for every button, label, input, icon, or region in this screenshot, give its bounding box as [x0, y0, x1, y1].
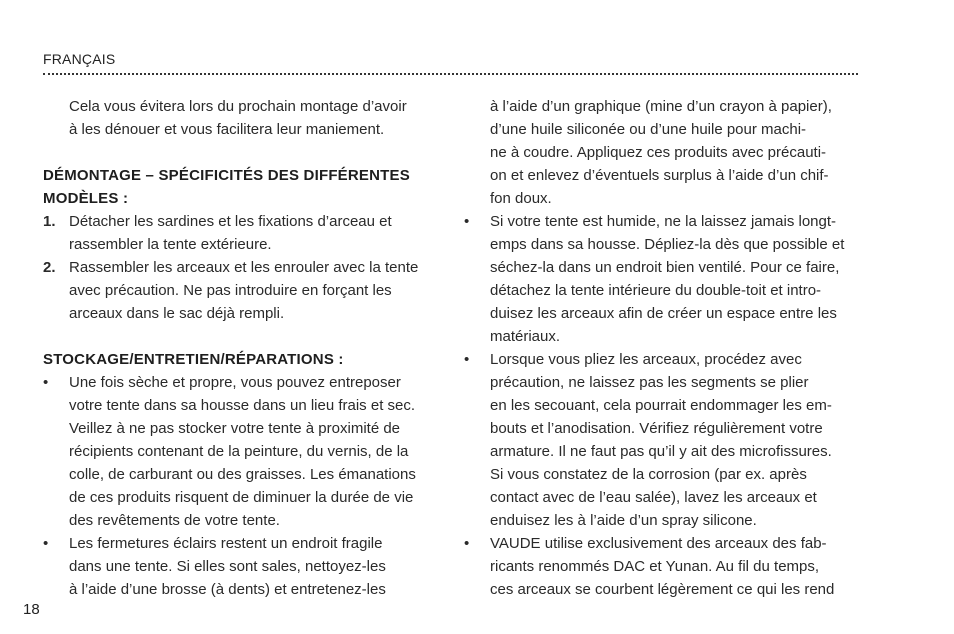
- step-item-2: [43, 256, 441, 325]
- text-line: à l’aide d’une brosse (à dents) et entretenez-les: [69, 581, 386, 598]
- bullet-marker: •: [464, 535, 470, 552]
- text-line: dans une tente. Si elles sont sales, nettoyez-les: [69, 558, 386, 575]
- text-line: à l’aide d’un graphique (mine d’un crayon à papier),: [490, 98, 832, 115]
- bullet-item: [464, 210, 859, 348]
- right-column: [464, 95, 859, 601]
- text-line: ne à coudre. Appliquez ces produits avec précauti-: [490, 144, 827, 161]
- text-line: ces arceaux se courbent légèrement ce qui les rend: [490, 581, 835, 598]
- text-line: à les dénouer et vous facilitera leur maniement.: [69, 121, 385, 138]
- text-line: VAUDE utilise exclusivement des arceaux des fab-: [490, 535, 827, 552]
- bullet-item: [43, 532, 441, 601]
- text-line: Si votre tente est humide, ne la laissez jamais longt-: [490, 213, 837, 230]
- step-number: 1.: [43, 213, 56, 230]
- heading-line: MODÈLES :: [43, 190, 129, 207]
- text-line: arceaux dans le sac déjà rempli.: [69, 305, 285, 322]
- text-line: contact avec de l’eau salée), lavez les arceaux et: [490, 489, 817, 506]
- text-line: votre tente dans sa housse dans un lieu frais et sec.: [69, 397, 416, 414]
- text-line: Une fois sèche et propre, vous pouvez entreposer: [69, 374, 401, 391]
- heading-line: DÉMONTAGE – SPÉCIFICITÉS DES DIFFÉRENTES: [43, 167, 410, 184]
- text-line: on et enlevez d’éventuels surplus à l’aide d’un chif-: [490, 167, 829, 184]
- bullet-marker: •: [43, 535, 49, 552]
- text-line: séchez-la dans un endroit bien ventilé. Pour ce faire,: [490, 259, 840, 276]
- text-line: Rassembler les arceaux et les enrouler avec la tente: [69, 259, 419, 276]
- text-line: d’une huile siliconée ou d’une huile pour machi-: [490, 121, 807, 138]
- step-item-1: [43, 210, 441, 256]
- text-line: duisez les arceaux afin de créer un espace entre les: [490, 305, 837, 322]
- text-line: ricants renommés DAC et Yunan. Au fil du temps,: [490, 558, 820, 575]
- text-line: avec précaution. Ne pas introduire en forçant les: [69, 282, 392, 299]
- intro-paragraph: [43, 95, 441, 141]
- dotted-divider: [43, 73, 858, 75]
- text-line: Cela vous évitera lors du prochain montage d’avoir: [69, 98, 407, 115]
- text-line: Détacher les sardines et les fixations d’arceau et: [69, 213, 392, 230]
- storage-heading: STOCKAGE/ENTRETIEN/RÉPARATIONS :: [43, 351, 344, 368]
- page-number: 18: [23, 601, 40, 618]
- text-line: Veillez à ne pas stocker votre tente à proximité de: [69, 420, 401, 437]
- text-line: armature. Il ne faut pas qu’il y ait des microfissures.: [490, 443, 832, 460]
- text-line: Lorsque vous pliez les arceaux, procédez avec: [490, 351, 802, 368]
- text-line: emps dans sa housse. Dépliez-la dès que possible et: [490, 236, 845, 253]
- header-language: FRANÇAIS: [43, 51, 116, 67]
- text-line: récipients contenant de la peinture, du vernis, de la: [69, 443, 409, 460]
- text-line: en les secouant, cela pourrait endommager les em-: [490, 397, 832, 414]
- text-line: précaution, ne laissez pas les segments se plier: [490, 374, 809, 391]
- bullet-item: [43, 371, 441, 532]
- continuation-paragraph: [464, 95, 859, 210]
- left-column: [43, 95, 441, 601]
- text-line: matériaux.: [490, 328, 561, 345]
- text-line: rassembler la tente extérieure.: [69, 236, 272, 253]
- bullet-item: [464, 348, 859, 532]
- text-line: des revêtements de votre tente.: [69, 512, 280, 529]
- step-number: 2.: [43, 259, 56, 276]
- bullet-marker: •: [464, 213, 470, 230]
- text-line: détachez la tente intérieure du double-toit et intro-: [490, 282, 822, 299]
- text-line: fon doux.: [490, 190, 552, 207]
- bullet-marker: •: [43, 374, 49, 391]
- bullet-item: [464, 532, 859, 601]
- dismantle-heading: [43, 164, 441, 210]
- text-line: bouts et l’anodisation. Vérifiez régulièrement votre: [490, 420, 823, 437]
- text-line: Les fermetures éclairs restent un endroit fragile: [69, 535, 383, 552]
- text-line: Si vous constatez de la corrosion (par ex. après: [490, 466, 807, 483]
- bullet-marker: •: [464, 351, 470, 368]
- text-line: enduisez les à l’aide d’un spray silicone.: [490, 512, 757, 529]
- text-line: colle, de carburant ou des graisses. Les émanations: [69, 466, 416, 483]
- text-line: de ces produits risquent de diminuer la durée de vie: [69, 489, 414, 506]
